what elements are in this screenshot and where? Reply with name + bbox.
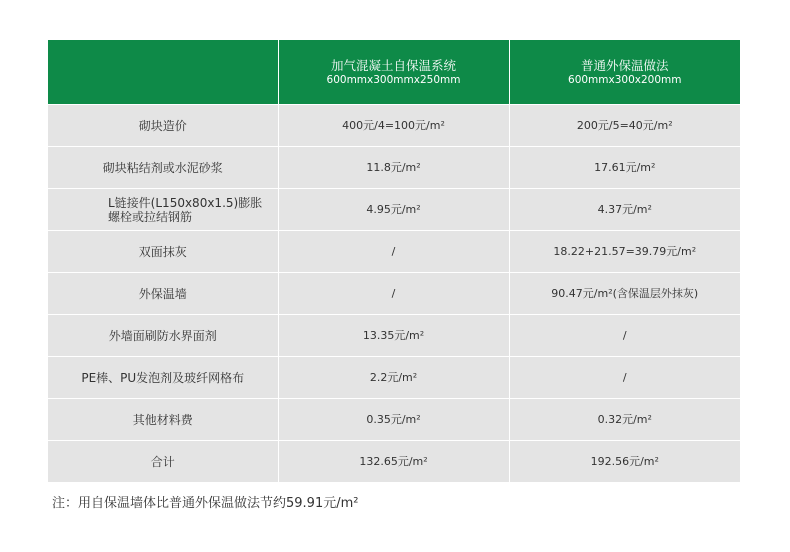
row-value-aerated: / <box>278 231 509 273</box>
row-value-external: 200元/5=40元/m² <box>509 105 740 147</box>
row-value-aerated: / <box>278 273 509 315</box>
row-value-aerated: 400元/4=100元/m² <box>278 105 509 147</box>
table-row <box>48 315 740 357</box>
cost-comparison-table <box>48 40 740 482</box>
row-value-aerated: 11.8元/m² <box>278 147 509 189</box>
cost-comparison-table-wrapper <box>48 40 740 482</box>
row-value-external: 4.37元/m² <box>509 189 740 231</box>
table-row-total <box>48 441 740 483</box>
table-header-row <box>48 40 740 105</box>
row-value-aerated: 4.95元/m² <box>278 189 509 231</box>
table-row <box>48 273 740 315</box>
row-label: PE棒、PU发泡剂及玻纤网格布 <box>48 357 278 399</box>
header-aerated-concrete-title: 加气混凝土自保温系统 <box>330 57 456 73</box>
table-row <box>48 231 740 273</box>
table-row <box>48 105 740 147</box>
row-label: 双面抹灰 <box>48 231 278 273</box>
header-empty-cell <box>48 40 278 105</box>
row-label: 砌块造价 <box>48 105 278 147</box>
row-value-aerated: 13.35元/m² <box>278 315 509 357</box>
row-value-external: / <box>509 357 740 399</box>
header-aerated-concrete <box>278 40 509 105</box>
table-row <box>48 357 740 399</box>
table-row <box>48 399 740 441</box>
header-external-insulation-size: 600mmx300x200mm <box>568 73 682 86</box>
savings-note: 注：用自保温墙体比普通外保温做法节约59.91元/m² <box>52 496 359 511</box>
row-label: 其他材料费 <box>48 399 278 441</box>
row-value-external: 192.56元/m² <box>509 441 740 483</box>
row-value-external: 17.61元/m² <box>509 147 740 189</box>
table-row <box>48 189 740 231</box>
row-label: 外保温墙 <box>48 273 278 315</box>
row-value-external: 18.22+21.57=39.79元/m² <box>509 231 740 273</box>
row-value-aerated: 132.65元/m² <box>278 441 509 483</box>
table-row <box>48 147 740 189</box>
header-external-insulation-title: 普通外保温做法 <box>580 57 669 73</box>
row-label: 合计 <box>48 441 278 483</box>
row-value-aerated: 2.2元/m² <box>278 357 509 399</box>
row-label: 外墙面刷防水界面剂 <box>48 315 278 357</box>
header-external-insulation <box>509 40 740 105</box>
row-value-aerated: 0.35元/m² <box>278 399 509 441</box>
row-label: L链接件(L150x80x1.5)膨胀螺栓或拉结钢筋 <box>48 189 278 231</box>
row-value-external: 90.47元/m²(含保温层外抹灰) <box>509 273 740 315</box>
header-aerated-concrete-size: 600mmx300mmx250mm <box>326 73 461 86</box>
row-value-external: 0.32元/m² <box>509 399 740 441</box>
row-value-external: / <box>509 315 740 357</box>
row-label: 砌块粘结剂或水泥砂浆 <box>48 147 278 189</box>
